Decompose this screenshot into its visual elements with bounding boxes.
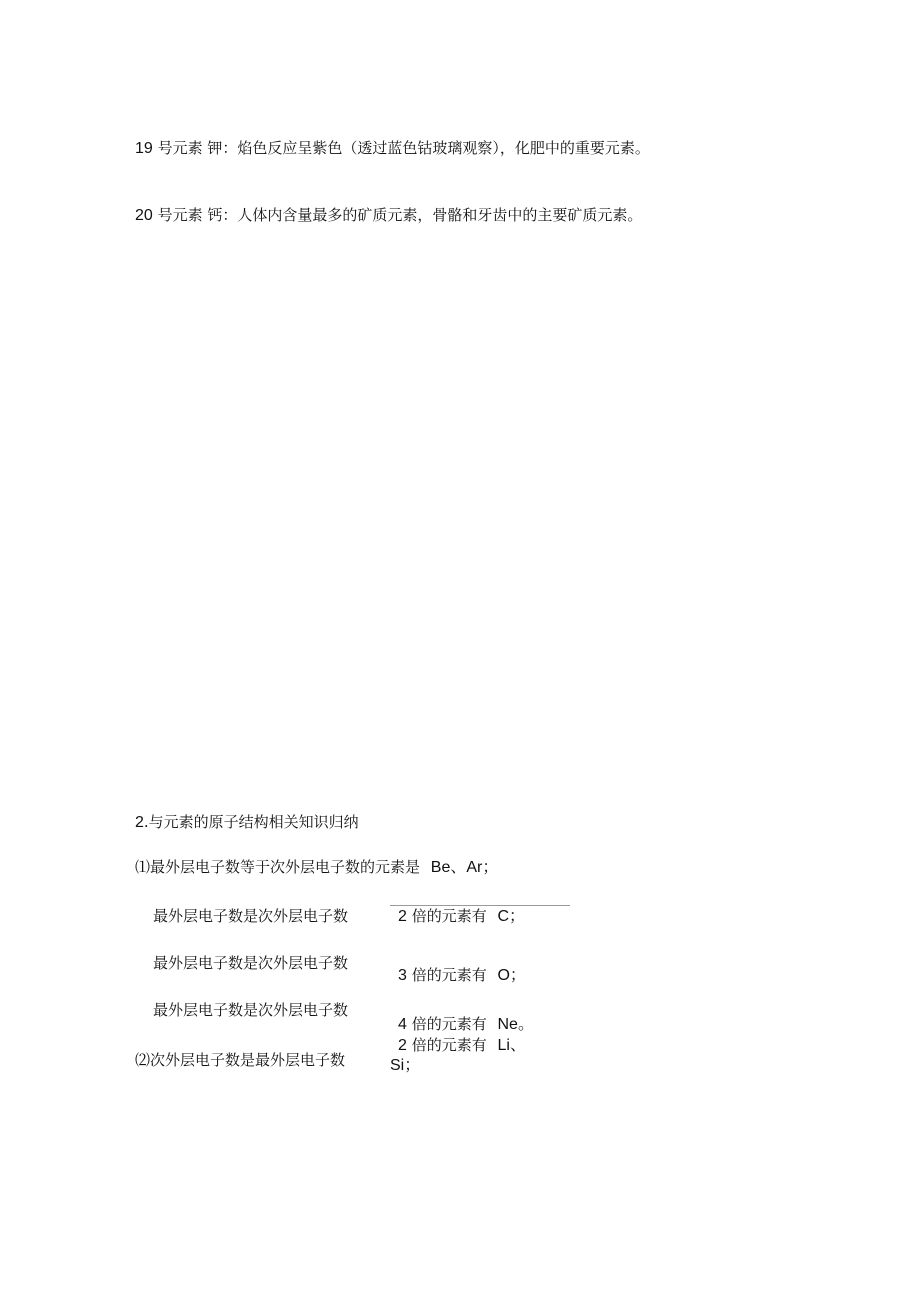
row-li-mid: 倍的元素有 bbox=[411, 1036, 487, 1054]
row-o-answer: O； bbox=[497, 967, 526, 984]
row-c-mid: 倍的元素有 bbox=[411, 907, 487, 925]
row-o-number: 3 bbox=[398, 967, 407, 984]
row-c-right bbox=[398, 907, 525, 926]
row-c-left: 最外层电子数是次外层电子数 bbox=[153, 907, 349, 925]
element-20-line bbox=[135, 206, 642, 225]
row-li-left: ⑵次外层电子数是最外层电子数 bbox=[135, 1051, 346, 1069]
item-1-text: ⑴最外层电子数等于次外层电子数的元素是 bbox=[135, 858, 421, 876]
row-c-answer: C； bbox=[497, 908, 526, 925]
element-19-text: 号元素 钾：焰色反应呈紫色（透过蓝色钴玻璃观察），化肥中的重要元素。 bbox=[157, 139, 650, 157]
row-ne-answer: Ne。 bbox=[497, 1016, 534, 1033]
row-li-number: 2 bbox=[398, 1037, 407, 1054]
element-19-line bbox=[135, 139, 650, 158]
section-2-number: 2 bbox=[135, 814, 144, 831]
item-1-line bbox=[135, 858, 498, 877]
row-li-answer-cont: Si； bbox=[390, 1057, 421, 1074]
element-20-text: 号元素 钙：人体内含量最多的矿质元素，骨骼和牙齿中的主要矿质元素。 bbox=[157, 206, 643, 224]
row-c-number: 2 bbox=[398, 908, 407, 925]
row-o-right bbox=[398, 966, 526, 985]
row-ne-number: 4 bbox=[398, 1016, 407, 1033]
row-ne-right bbox=[398, 1015, 534, 1034]
row-ne-left: 最外层电子数是次外层电子数 bbox=[153, 1001, 349, 1019]
row-o-left: 最外层电子数是次外层电子数 bbox=[153, 954, 349, 972]
row-o-mid: 倍的元素有 bbox=[411, 966, 487, 984]
element-20-number: 20 bbox=[135, 207, 153, 224]
row-ne-mid: 倍的元素有 bbox=[411, 1015, 487, 1033]
section-2-title: .与元素的原子结构相关知识归纳 bbox=[143, 813, 359, 831]
element-19-number: 19 bbox=[135, 140, 153, 157]
item-1-answer: Be、Ar； bbox=[430, 859, 499, 876]
underline-rule bbox=[390, 905, 570, 906]
section-2-heading bbox=[135, 813, 359, 832]
row-li-right bbox=[398, 1036, 526, 1055]
row-li-answer: Li、 bbox=[497, 1037, 526, 1054]
